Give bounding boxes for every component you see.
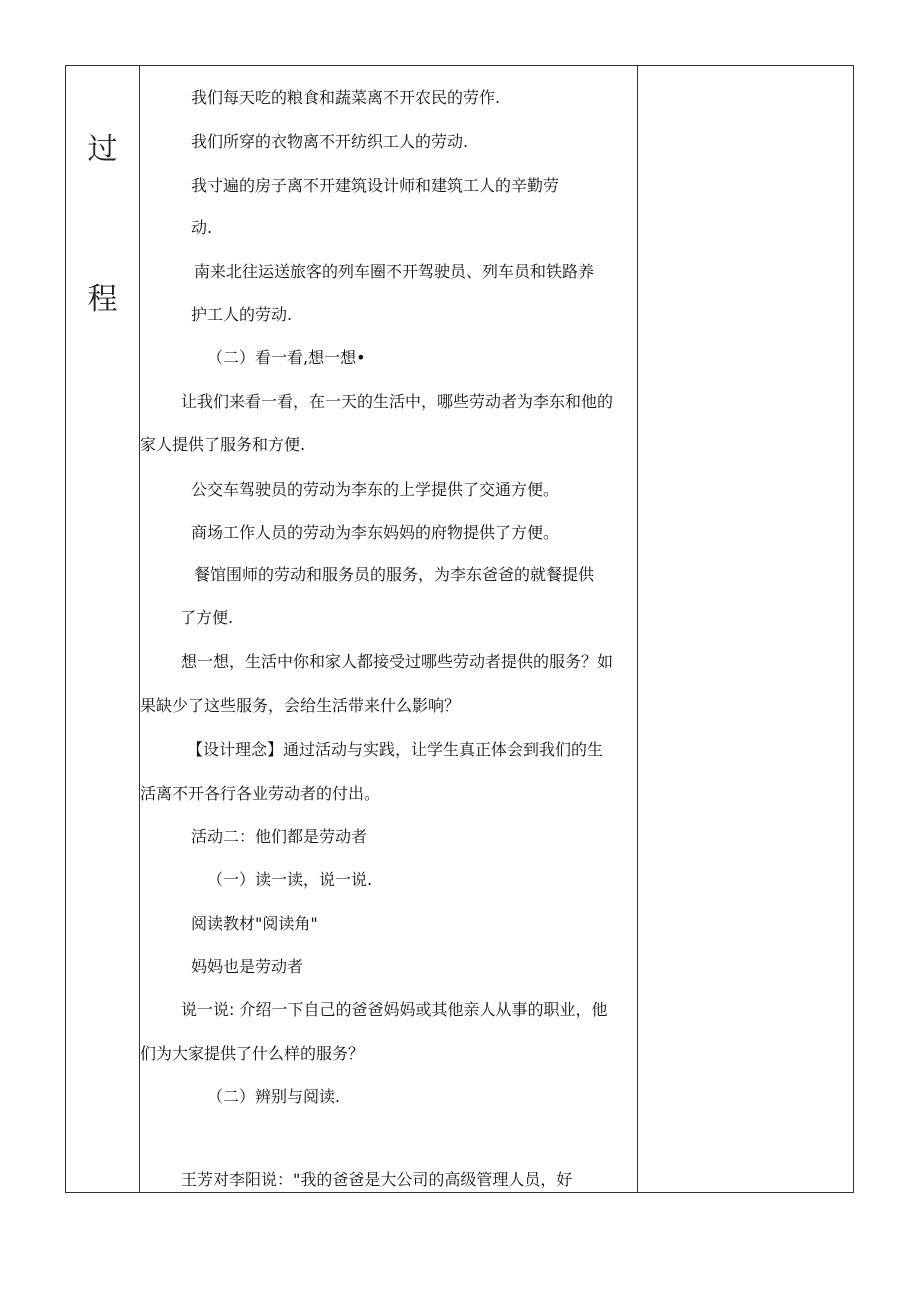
subheading: （二）辨别与阅读. <box>207 1087 341 1106</box>
text-line: 南来北往运送旅客的列车圈不开驾驶员、列车员和铁路养 <box>194 262 595 281</box>
text-line: 说一说: 介绍一下自己的爸爸妈妈或其他亲人从事的职业，他 <box>181 1000 608 1019</box>
text-line: 想一想，生活中你和家人都接受过哪些劳动者提供的服务？如 <box>181 652 614 671</box>
text-line: 家人提供了服务和方便. <box>140 435 306 454</box>
column-divider-1 <box>139 66 140 1192</box>
text-line: 阅读教材"阅读角" <box>191 914 318 933</box>
text-line: 护工人的劳动. <box>191 305 293 324</box>
lesson-table <box>65 65 854 1193</box>
text-line: 动. <box>191 218 213 237</box>
text-line: 了方便. <box>180 608 234 627</box>
column-divider-2 <box>637 66 638 1192</box>
section-label-char-2: 程 <box>87 282 118 317</box>
text-line: 活离不开各行各业劳动者的付出。 <box>140 784 381 803</box>
subheading: （一）读一读，说一说. <box>207 870 373 889</box>
text-line: 果缺少了这些服务，会给生活带来什么影响？ <box>140 696 461 715</box>
text-line: 我们所穿的衣物离不开纺织工人的劳动. <box>191 132 469 151</box>
text-line: 我寸遍的房子离不开建筑设计师和建筑工人的辛勤劳 <box>191 176 560 195</box>
text-line: 让我们来看一看，在一天的生活中，哪些劳动者为李东和他的 <box>181 392 614 411</box>
text-line: 王芳对李阳说："我的爸爸是大公司的高级管理人员，好 <box>181 1170 573 1189</box>
text-line: 公交车驾驶员的劳动为李东的上学提供了交通方便。 <box>191 480 560 499</box>
design-concept: 【设计理念】通过活动与实践，让学生真正体会到我们的生 <box>187 740 604 759</box>
text-line: 餐馆围师的劳动和服务员的服务，为李东爸爸的就餐提供 <box>194 565 595 584</box>
text-line: 商场工作人员的劳动为李东妈妈的府物提供了方便。 <box>191 523 560 542</box>
text-line: 们为大家提供了什么样的服务？ <box>140 1044 365 1063</box>
text-line: 妈妈也是劳动者 <box>191 957 304 976</box>
activity-heading: 活动二：他们都是劳动者 <box>191 827 368 846</box>
text-line: 我们每天吃的粮食和蔬菜离不开农民的劳作. <box>191 88 501 107</box>
section-label-char-1: 过 <box>87 132 118 167</box>
subheading: （二）看一看,想一想• <box>207 348 366 367</box>
